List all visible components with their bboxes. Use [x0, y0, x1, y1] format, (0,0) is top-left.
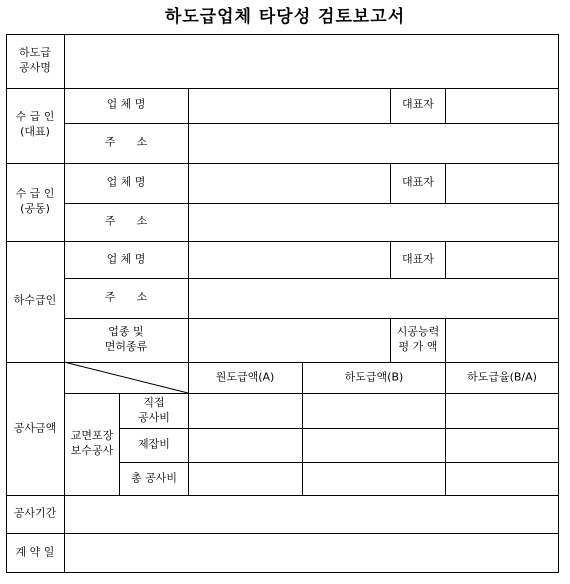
label-address-3: 주 소	[104, 290, 148, 304]
column-original-contract-amount: 원도급액(A)	[215, 370, 275, 384]
label-misc-cost: 제잡비	[138, 437, 170, 451]
table-grid	[6, 34, 559, 573]
label-contract-date: 계 약 일	[15, 545, 55, 559]
label-subcontractor: 하수급인	[13, 293, 57, 307]
label-contractor-joint: 수 급 인 (공동)	[15, 187, 55, 215]
review-form-table	[6, 34, 559, 573]
label-construction-amount: 공사금액	[13, 421, 57, 435]
label-contractor-representative: 수 급 인 (대표)	[15, 110, 55, 138]
label-address-2: 주 소	[104, 214, 148, 228]
document-title: 하도급업체 타당성 검토보고서	[164, 7, 406, 27]
label-construction-ability: 시공능력 평 가 액	[396, 325, 440, 353]
label-representative-1: 대표자	[402, 97, 434, 111]
label-company-name-3: 업 체 명	[106, 252, 146, 266]
label-construction-period: 공사기간	[13, 506, 57, 520]
label-company-name-1: 업 체 명	[106, 97, 146, 111]
label-representative-2: 대표자	[402, 175, 434, 189]
label-address-1: 주 소	[104, 135, 148, 149]
label-work-name: 교면포장 보수공사	[70, 429, 114, 457]
label-direct-cost: 직접 공사비	[138, 396, 170, 424]
label-company-name-2: 업 체 명	[106, 175, 146, 189]
column-subcontract-amount: 하도급액(B)	[344, 370, 404, 384]
label-total-cost: 총 공사비	[130, 471, 178, 485]
label-business-type: 업종 및 면허종류	[104, 325, 148, 353]
label-project-name: 하도급 공사명	[19, 46, 51, 74]
label-representative-3: 대표자	[402, 252, 434, 266]
column-subcontract-rate: 하도급율(B/A)	[467, 370, 537, 384]
